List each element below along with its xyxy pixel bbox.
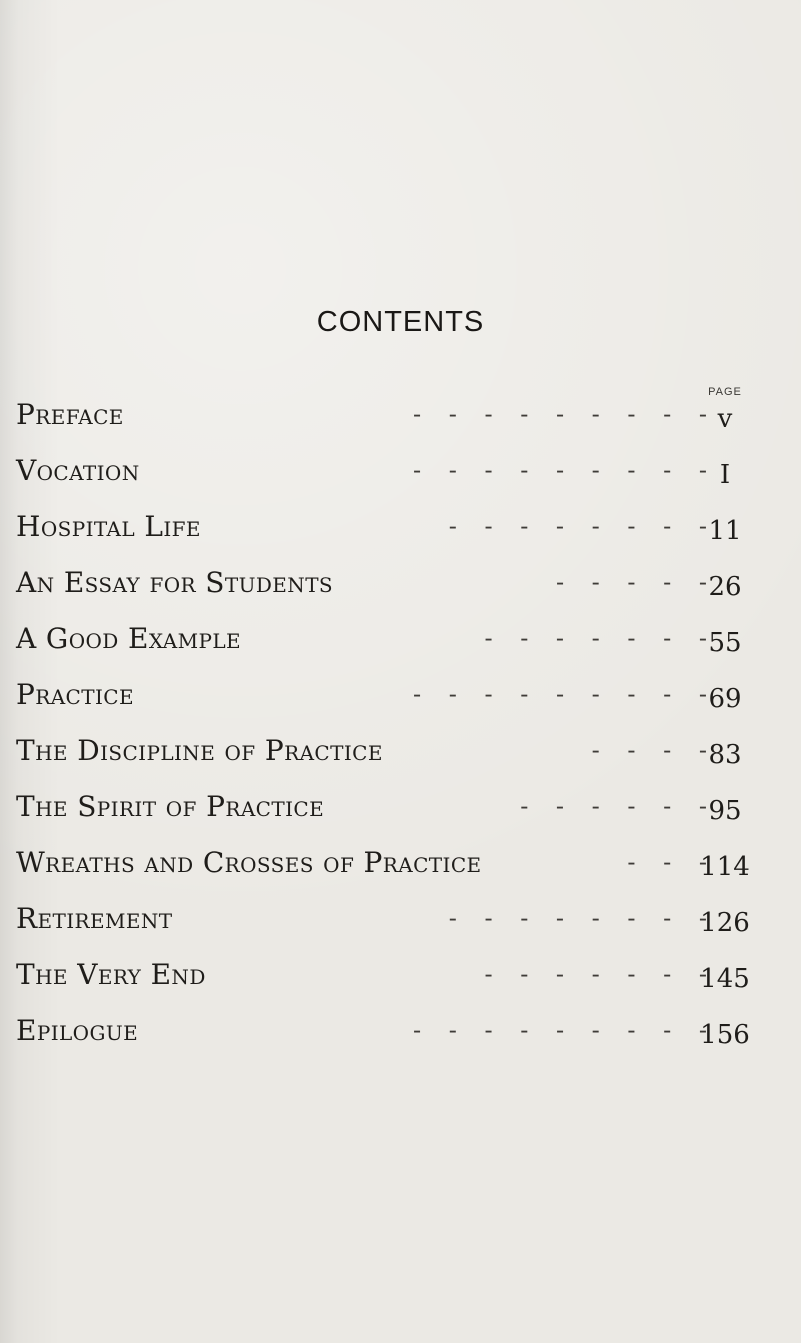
toc-entry-page: I (719, 460, 731, 490)
toc-entry-leader: - - - (627, 848, 717, 876)
toc-entry-very-end (0, 958, 801, 994)
toc-entry-title: Retirement (16, 902, 173, 935)
toc-entry-page: 83 (708, 740, 742, 770)
toc-entry-page: 126 (700, 908, 750, 938)
toc-entry-title: A Good Example (16, 622, 242, 655)
toc-entry-page: 95 (708, 796, 742, 826)
toc-entry-essay-for-students (0, 566, 801, 602)
toc-entry-leader: - - - - - - - - - (412, 1016, 717, 1044)
toc-entry-page: 55 (708, 628, 742, 658)
toc-entry-wreaths-and-crosses (0, 846, 801, 882)
toc-entry-title: The Very End (16, 958, 206, 991)
toc-entry-title: Epilogue (16, 1014, 139, 1047)
toc-entry-practice (0, 678, 801, 714)
toc-entry-retirement (0, 902, 801, 938)
toc-entry-title: An Essay for Students (16, 566, 334, 599)
toc-entry-page: v (717, 404, 733, 434)
toc-entry-page: 69 (708, 684, 742, 714)
toc-entry-leader: - - - - - - - - - (412, 680, 717, 708)
toc-entry-leader: - - - - - - (520, 792, 717, 820)
toc-entry-page: 114 (700, 852, 750, 882)
toc-entry-page: 26 (708, 572, 742, 602)
toc-entry-preface (0, 398, 801, 434)
page-column-label: PAGE (708, 386, 742, 398)
toc-entry-leader: - - - - - - - - (448, 512, 717, 540)
toc-entry-leader: - - - - - - - - - (412, 456, 717, 484)
toc-entry-title: Preface (16, 398, 124, 431)
contents-heading: CONTENTS (316, 306, 485, 338)
toc-entry-title: The Discipline of Practice (16, 734, 383, 767)
toc-entry-leader: - - - - - - - (484, 624, 717, 652)
toc-entry-spirit-of-practice (0, 790, 801, 826)
toc-entry-good-example (0, 622, 801, 658)
toc-entry-title: Hospital Life (16, 510, 201, 543)
toc-entry-title: Practice (16, 678, 134, 711)
toc-entry-leader: - - - - - - - (484, 960, 717, 988)
toc-entry-title: Vocation (16, 454, 140, 487)
toc-entry-leader: - - - - - (555, 568, 717, 596)
toc-entry-page: 156 (700, 1020, 750, 1050)
toc-entry-page: 11 (708, 516, 742, 546)
toc-entry-vocation (0, 454, 801, 490)
toc-entry-leader: - - - - - - - - - (412, 400, 717, 428)
toc-entry-leader: - - - - (591, 736, 717, 764)
toc-entry-page: 145 (700, 964, 750, 994)
toc-entry-epilogue (0, 1014, 801, 1050)
toc-entry-hospital-life (0, 510, 801, 546)
toc-entry-leader: - - - - - - - - (448, 904, 717, 932)
toc-entry-title: Wreaths and Crosses of Practice (16, 846, 482, 879)
toc-entry-discipline-of-practice (0, 734, 801, 770)
toc-entry-title: The Spirit of Practice (16, 790, 325, 823)
